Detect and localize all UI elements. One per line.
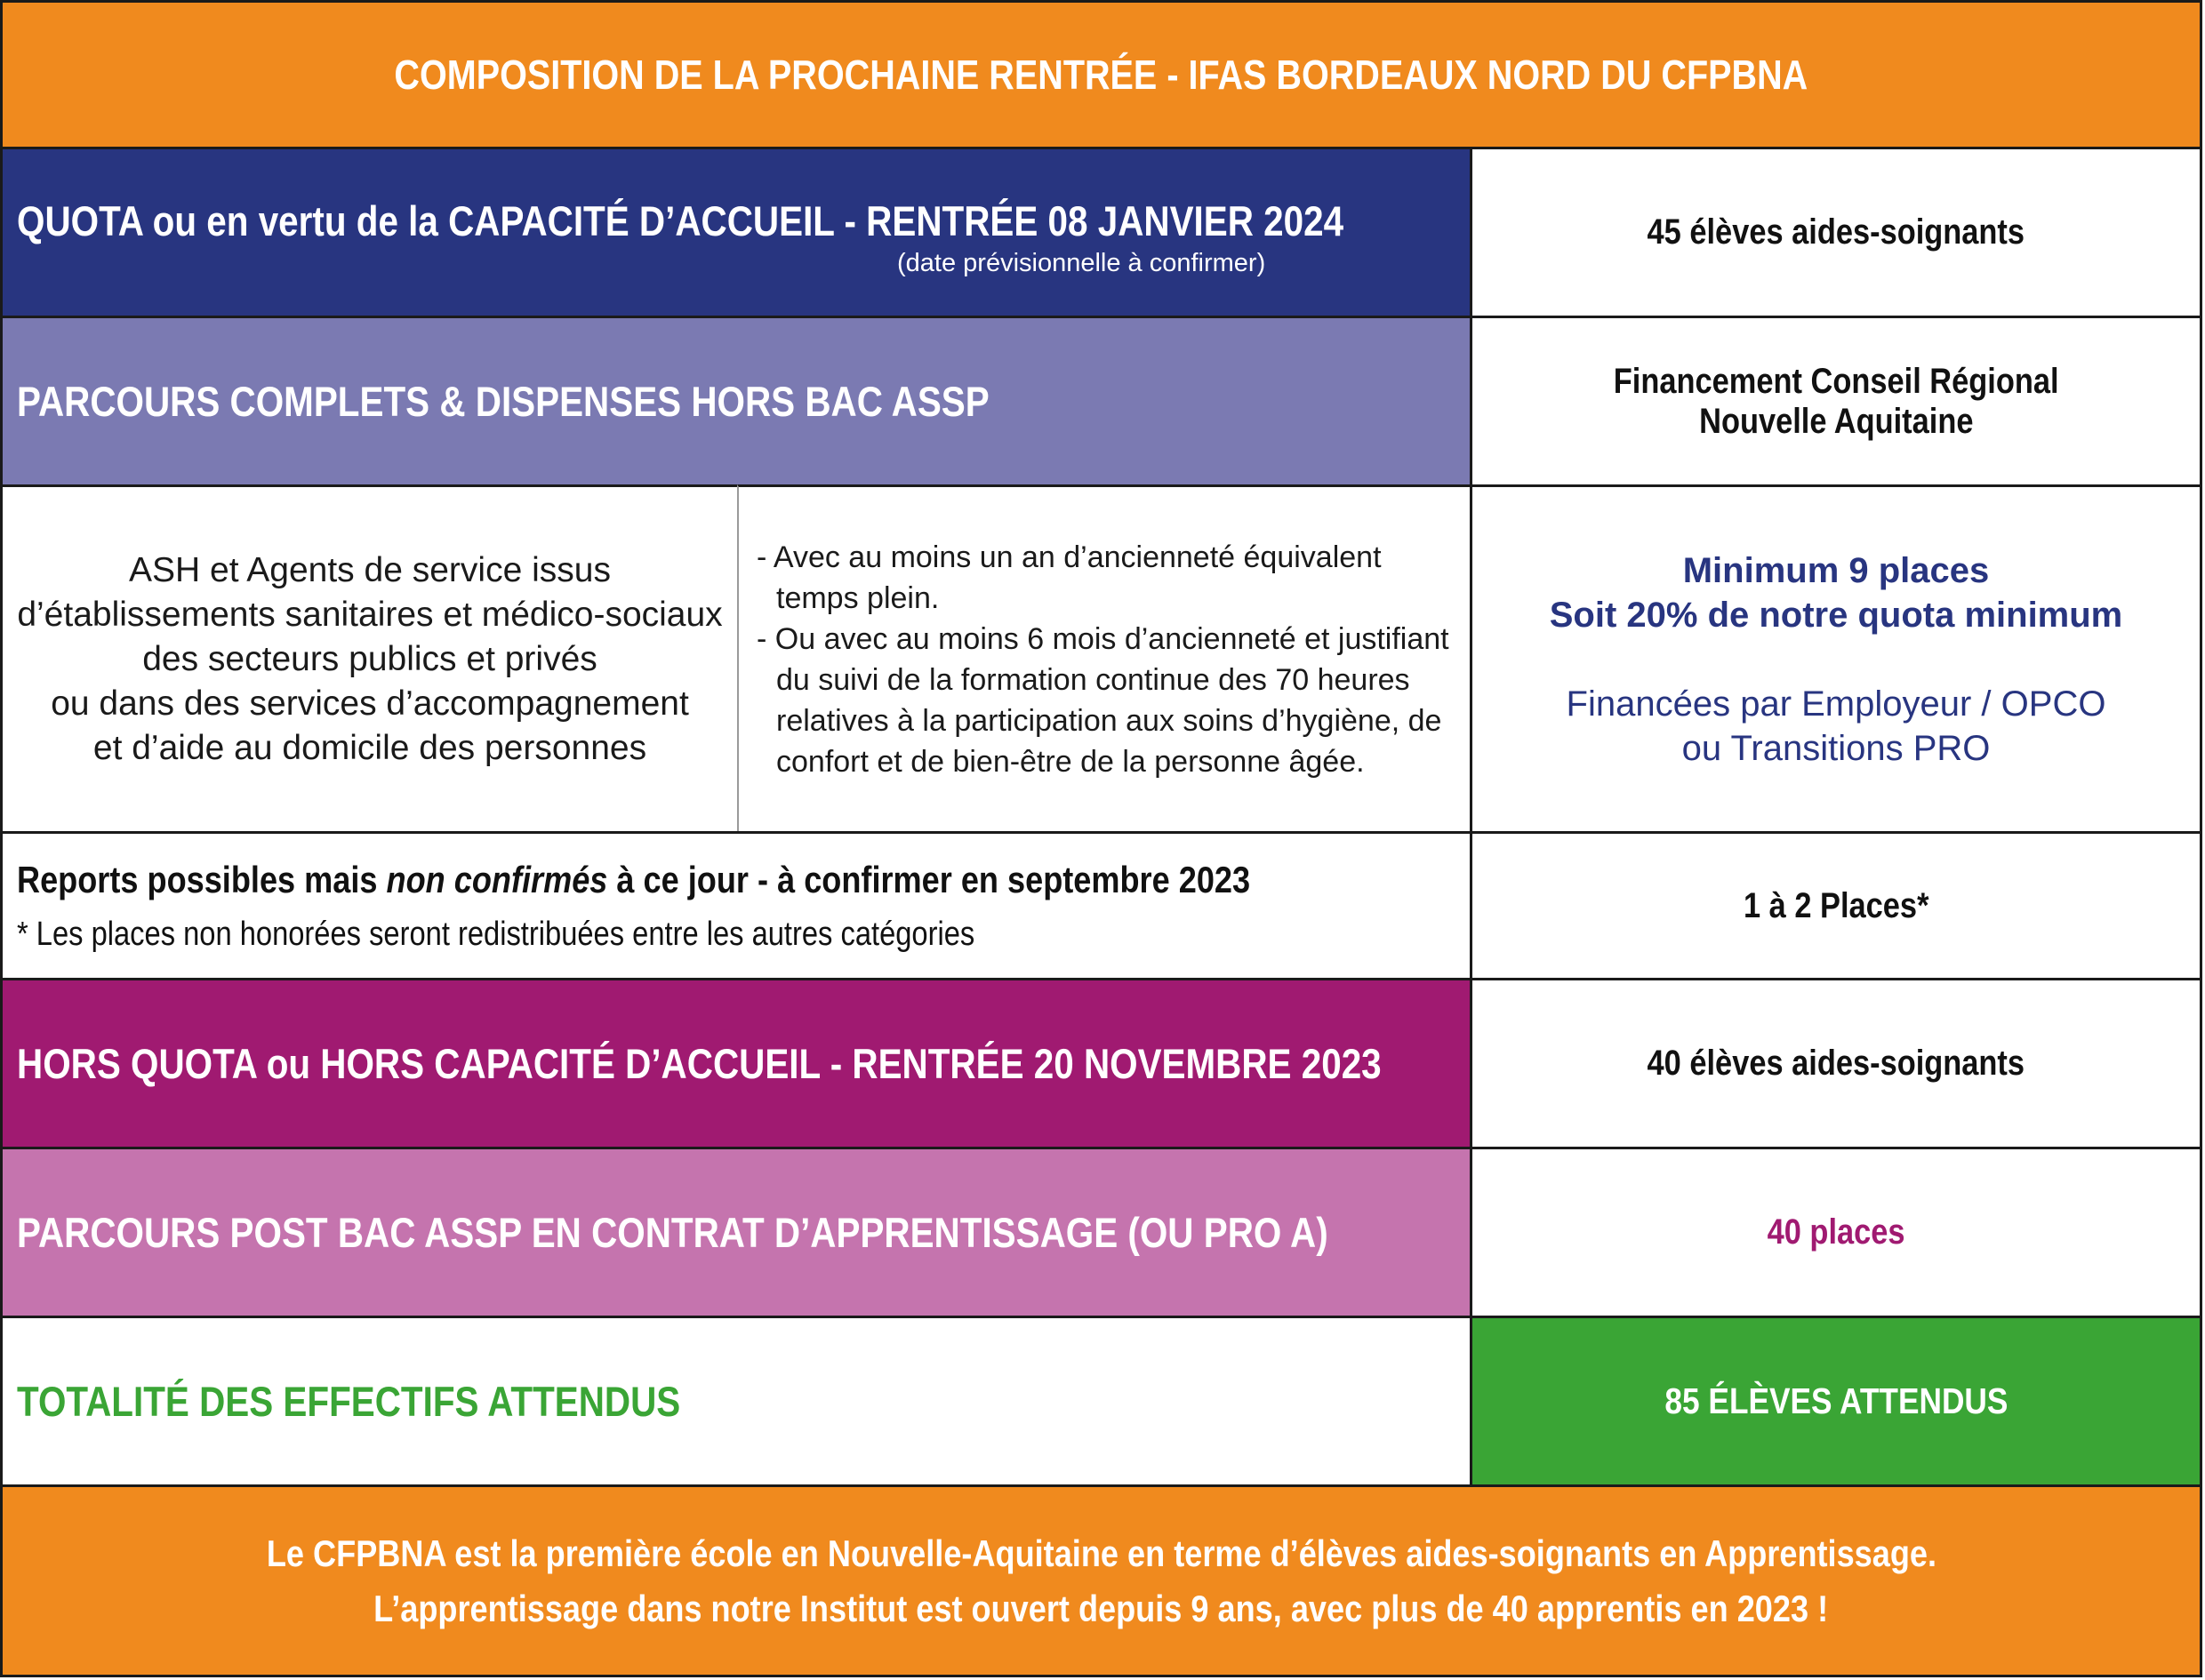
- post-bac-label: PARCOURS POST BAC ASSP EN CONTRAT D’APPRENTISSAGE (OU PRO A): [17, 1209, 1328, 1256]
- footer-line-2: L’apprentissage dans notre Institut est ouvert depuis 9 ans, avec plus de 40 apprentis en 2023 !: [373, 1587, 1829, 1629]
- reports-line-2: [17, 916, 1131, 954]
- reports-value: 1 à 2 Places*: [1743, 885, 1929, 925]
- funding-employer-opco: Financées par Employeur / OPCO: [1566, 684, 2106, 724]
- quota-percentage: Soit 20% de notre quota minimum: [1549, 595, 2123, 635]
- reports-value-cell: [1470, 831, 2200, 978]
- ash-places-cell: [1470, 484, 2200, 831]
- quota-value-cell: [1470, 147, 2200, 316]
- quota-value: 45 élèves aides-soignants: [1647, 212, 2025, 252]
- reports-line-1: [17, 859, 1451, 901]
- table-title-text: COMPOSITION DE LA PROCHAINE RENTRÉE - IFAS BORDEAUX NORD DU CFPBNA: [394, 52, 1808, 98]
- table-title: [3, 3, 2200, 147]
- reports-footnote: * Les places non honorées seront redistribuées entre les autres catégories: [17, 915, 975, 953]
- ash-line-3: des secteurs publics et privés: [142, 639, 597, 678]
- financement-line-1: Financement Conseil Régional: [1613, 361, 2059, 401]
- reports-text-start: Reports possibles mais: [17, 858, 387, 900]
- ash-description-cell: [3, 484, 737, 831]
- ash-line-4: ou dans des services d’accompagnement: [51, 684, 689, 723]
- parcours-complets-label-cell: [3, 316, 1470, 484]
- post-bac-value: 40 places: [1767, 1212, 1905, 1252]
- footer-line-1: Le CFPBNA est la première école en Nouvelle-Aquitaine en terme d’élèves aides-soignants en Apprentissage.: [266, 1532, 1936, 1574]
- condition-seniority-one-year: - Avec au moins un an d’ancienneté équivalent temps plein.: [757, 540, 1382, 615]
- reports-cell: [3, 831, 1470, 978]
- ash-line-1: ASH et Agents de service issus: [129, 550, 611, 589]
- hors-quota-value: 40 élèves aides-soignants: [1647, 1044, 2025, 1083]
- ash-conditions-cell: [737, 484, 1470, 831]
- ash-line-2: d’établissements sanitaires et médico-sociaux: [17, 595, 723, 634]
- reports-text-end: à ce jour - à confirmer en septembre 2023: [607, 858, 1251, 900]
- hors-quota-value-cell: [1470, 978, 2200, 1147]
- financement-line-2: Nouvelle Aquitaine: [1698, 401, 1974, 441]
- financement-cell: [1470, 316, 2200, 484]
- minimum-places: Minimum 9 places: [1682, 550, 1990, 590]
- ash-line-5: et d’aide au domicile des personnes: [92, 728, 647, 767]
- reports-text-italic: non confirmés: [386, 858, 608, 900]
- total-label: TOTALITÉ DES EFFECTIFS ATTENDUS: [17, 1378, 681, 1425]
- hors-quota-label: HORS QUOTA ou HORS CAPACITÉ D’ACCUEIL - RENTRÉE 20 NOVEMBRE 2023: [17, 1040, 1382, 1087]
- total-value: 85 ÉLÈVES ATTENDUS: [1664, 1380, 2008, 1421]
- post-bac-label-cell: [3, 1147, 1470, 1316]
- quota-label-cell: [3, 147, 1470, 316]
- funding-transitions-pro: ou Transitions PRO: [1681, 728, 1991, 768]
- footer-banner: [3, 1484, 2200, 1675]
- hors-quota-label-cell: [3, 978, 1470, 1147]
- quota-date-note: (date prévisionnelle à confirmer): [897, 248, 1266, 277]
- parcours-complets-label: PARCOURS COMPLETS & DISPENSES HORS BAC ASSP: [17, 378, 990, 425]
- total-label-cell: [3, 1316, 1470, 1484]
- condition-six-months-training: - Ou avec au moins 6 mois d’ancienneté et justifiant du suivi de la formation continue des 70 heures relatives à la participation aux soins d’hygiène, de confort et de bien-être de la personne âgée.: [757, 621, 1449, 779]
- quota-label: QUOTA ou en vertu de la CAPACITÉ D’ACCUEIL - RENTRÉE 08 JANVIER 2024: [17, 196, 1344, 244]
- post-bac-value-cell: [1470, 1147, 2200, 1316]
- total-value-cell: [1470, 1316, 2200, 1484]
